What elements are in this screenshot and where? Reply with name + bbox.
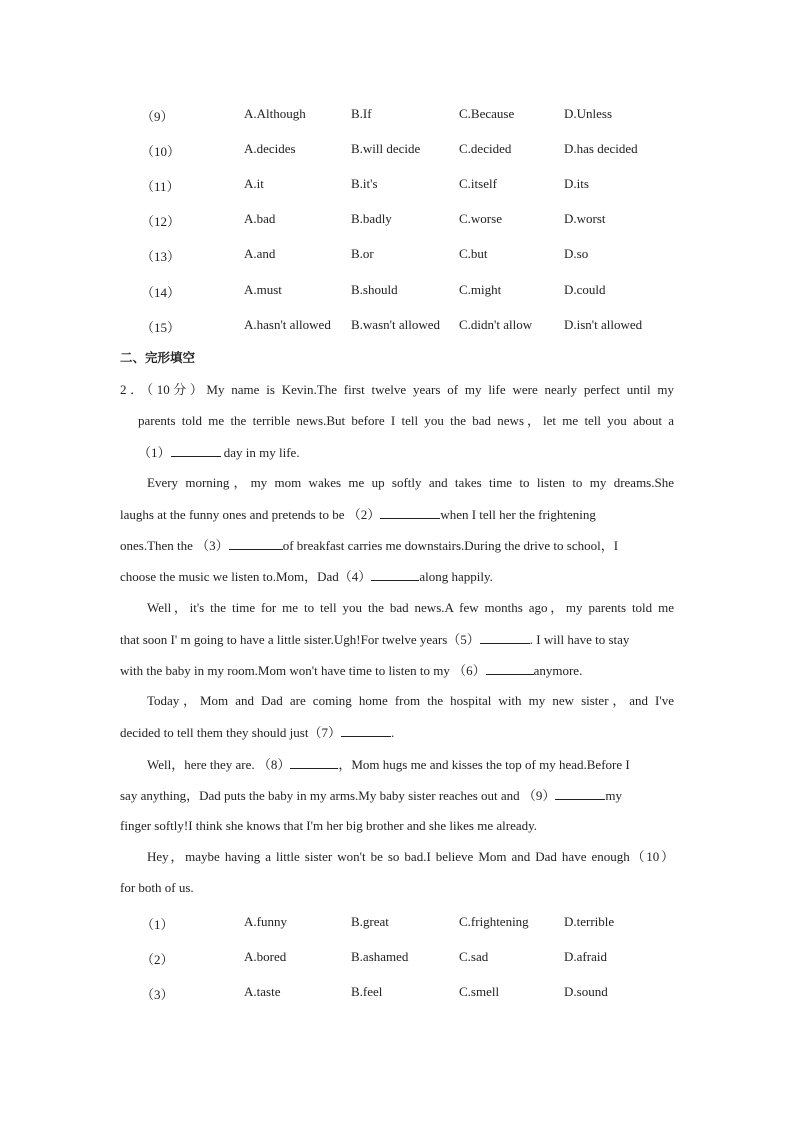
option-c: C.but: [459, 246, 488, 261]
option-b: B.will decide: [351, 141, 421, 156]
passage-line: ones.Then the （3） of breakfast carries me downstairs.During the drive to school，I: [120, 535, 618, 555]
option-b: B.should: [351, 282, 398, 297]
option-c: C.might: [459, 282, 502, 297]
option-a: A.bad: [244, 211, 276, 226]
option-row: [0, 211, 794, 231]
option-b: B.badly: [351, 211, 392, 226]
passage-line: Every morning，my mom wakes me up softly and takes time to listen to my dreams.She: [147, 475, 674, 490]
passage-line: for both of us.: [120, 880, 194, 895]
passage-line: Today，Mom and Dad are coming home from the hospital with my new sister，and I've: [147, 693, 674, 708]
option-row: [0, 176, 794, 196]
option-b: B.wasn't allowed: [351, 317, 440, 332]
question-number: （12）: [141, 214, 181, 229]
option-row: [0, 984, 794, 1004]
answer-blank: [380, 504, 440, 519]
option-a: A.Although: [244, 106, 306, 121]
option-d: D.could: [564, 282, 606, 297]
option-row: [0, 141, 794, 161]
option-a: A.taste: [244, 984, 281, 999]
passage-line: choose the music we listen to.Mom，Dad（4） along happily.: [120, 566, 493, 586]
option-c: C.smell: [459, 984, 500, 999]
passage-line: Well，it's the time for me to tell you the bad news.A few months ago，my parents told me: [147, 600, 674, 615]
option-d: D.sound: [564, 984, 608, 999]
passage-line: parents told me the terrible news.But before I tell you the bad news，let me tell you about a: [138, 413, 674, 428]
option-b: B.If: [351, 106, 372, 121]
question-number: （13）: [141, 249, 181, 264]
option-c: C.itself: [459, 176, 497, 191]
passage-line: say anything，Dad puts the baby in my arms.My baby sister reaches out and （9） my: [120, 785, 622, 805]
passage-line: with the baby in my room.Mom won't have time to listen to my （6） anymore.: [120, 660, 582, 680]
option-a: A.must: [244, 282, 282, 297]
option-d: D.its: [564, 176, 589, 191]
option-c: C.didn't allow: [459, 317, 533, 332]
question-number: （9）: [141, 109, 174, 124]
answer-blank: [555, 785, 605, 800]
option-a: A.bored: [244, 949, 287, 964]
answer-blank: [371, 566, 419, 581]
option-d: D.so: [564, 246, 589, 261]
passage-line: Hey，maybe having a little sister won't be so bad.I believe Mom and Dad have enough（10）: [147, 849, 674, 864]
option-b: B.it's: [351, 176, 378, 191]
question-number: （2）: [141, 952, 174, 967]
option-b: B.ashamed: [351, 949, 409, 964]
option-d: D.has decided: [564, 141, 638, 156]
option-a: A.funny: [244, 914, 287, 929]
option-c: C.sad: [459, 949, 489, 964]
passage-line: that soon I' m going to have a little sister.Ugh!For twelve years（5） . I will have to stay: [120, 629, 629, 649]
passage-line: （1） day in my life.: [138, 442, 300, 462]
answer-blank: [486, 660, 534, 675]
option-b: B.or: [351, 246, 374, 261]
option-c: C.worse: [459, 211, 502, 226]
question-number: （11）: [141, 179, 180, 194]
option-c: C.frightening: [459, 914, 529, 929]
question-number: （3）: [141, 987, 174, 1002]
option-a: A.hasn't allowed: [244, 317, 331, 332]
option-d: D.afraid: [564, 949, 607, 964]
option-row: [0, 246, 794, 266]
passage-line: 2．（10分）My name is Kevin.The first twelve years of my life were nearly perfect until my: [120, 382, 674, 397]
answer-blank: [171, 442, 221, 457]
answer-blank: [480, 629, 530, 644]
option-c: C.Because: [459, 106, 515, 121]
option-a: A.it: [244, 176, 264, 191]
answer-blank: [341, 722, 391, 737]
question-number: （14）: [141, 285, 181, 300]
option-c: C.decided: [459, 141, 512, 156]
answer-blank: [229, 535, 283, 550]
section-heading: 二、完形填空: [120, 350, 196, 365]
option-row: [0, 317, 794, 337]
answer-blank: [290, 754, 338, 769]
option-d: D.isn't allowed: [564, 317, 643, 332]
option-d: D.terrible: [564, 914, 615, 929]
question-number: （10）: [141, 144, 181, 159]
blank-number: （1）: [138, 445, 171, 460]
passage-line: decided to tell them they should just（7） .: [120, 722, 394, 742]
passage-line: laughs at the funny ones and pretends to be （2） when I tell her the frightening: [120, 504, 596, 524]
option-row: [0, 282, 794, 302]
option-row: [0, 106, 794, 126]
option-d: D.worst: [564, 211, 606, 226]
question-label: 2．（10分）: [120, 382, 207, 397]
option-row: [0, 949, 794, 969]
option-a: A.and: [244, 246, 276, 261]
passage-line: Well，here they are. （8） ，Mom hugs me and kisses the top of my head.Before I: [147, 754, 630, 774]
question-number: （15）: [141, 320, 181, 335]
option-d: D.Unless: [564, 106, 613, 121]
option-row: [0, 914, 794, 934]
question-number: （1）: [141, 917, 174, 932]
option-b: B.great: [351, 914, 389, 929]
option-b: B.feel: [351, 984, 383, 999]
passage-line: finger softly!I think she knows that I'm her big brother and she likes me already.: [120, 818, 538, 833]
option-a: A.decides: [244, 141, 296, 156]
